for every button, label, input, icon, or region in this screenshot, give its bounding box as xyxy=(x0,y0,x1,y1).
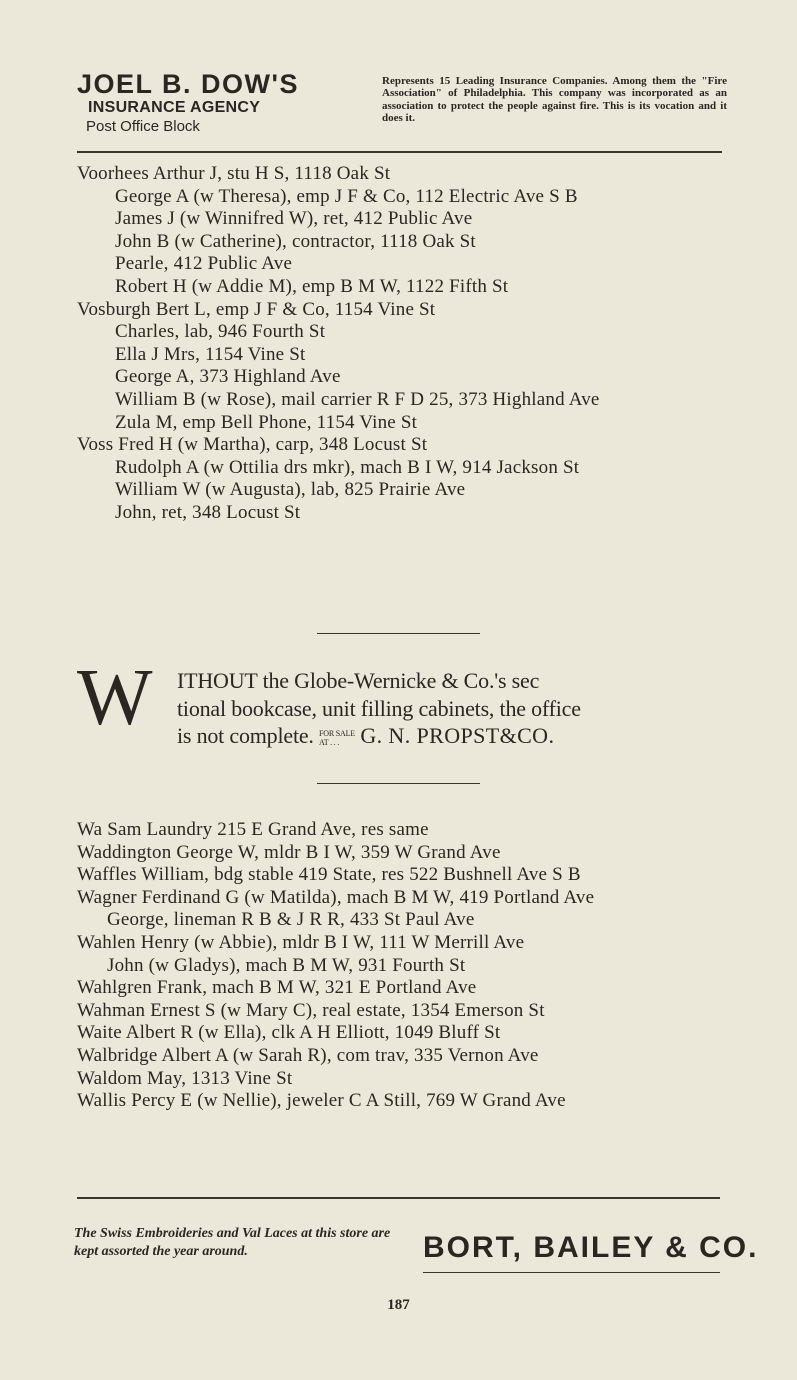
agency-subtitle: INSURANCE AGENCY xyxy=(88,99,261,116)
directory-entry: John, ret, 348 Locust St xyxy=(115,501,301,523)
store-name: BORT, BAILEY & CO. xyxy=(423,1231,759,1264)
embroideries-ad-text: The Swiss Embroideries and Val Laces at this store are kept assorted the year around. xyxy=(74,1226,391,1259)
directory-entry: John (w Gladys), mach B M W, 931 Fourth St xyxy=(107,954,466,976)
header-rule xyxy=(77,151,722,153)
for-sale-top: FOR SALE xyxy=(319,728,355,738)
directory-entry: William W (w Augusta), lab, 825 Prairie Ave xyxy=(115,479,466,501)
directory-entry: Wahlgren Frank, mach B M W, 321 E Portland Ave xyxy=(77,977,477,999)
ad-line-3 xyxy=(177,722,737,750)
header-ad-left xyxy=(77,70,377,136)
directory-entry: Zula M, emp Bell Phone, 1154 Vine St xyxy=(115,411,418,433)
store-name-underline xyxy=(423,1272,720,1273)
directory-listing-bottom xyxy=(77,819,737,1113)
header-advertisement xyxy=(77,69,727,150)
mid-ad-top-rule xyxy=(317,633,480,634)
agency-location: Post Office Block xyxy=(86,118,200,135)
directory-entry: Waite Albert R (w Ella), clk A H Elliott, 1049 Bluff St xyxy=(77,1022,501,1044)
directory-entry: Vosburgh Bert L, emp J F & Co, 1154 Vine St xyxy=(77,298,436,320)
directory-entry: Wahman Ernest S (w Mary C), real estate, 1354 Emerson St xyxy=(77,999,545,1021)
directory-entry: Wahlen Henry (w Abbie), mldr B I W, 111 W Merrill Ave xyxy=(77,931,525,953)
directory-entry: Voss Fred H (w Martha), carp, 348 Locust St xyxy=(77,434,428,456)
ad-line-1: ITHOUT the Globe-Wernicke & Co.'s sec xyxy=(177,668,540,693)
directory-entry: Voorhees Arthur J, stu H S, 1118 Oak St xyxy=(77,163,391,184)
ad-line-2: tional bookcase, unit filling cabinets, the office xyxy=(177,695,581,721)
drop-cap: W xyxy=(77,654,149,742)
for-sale-mark xyxy=(319,729,355,747)
directory-entry: Rudolph A (w Ottilia drs mkr), mach B I W, 914 Jackson St xyxy=(115,456,580,478)
directory-entry: John B (w Catherine), contractor, 1118 Oak St xyxy=(115,230,476,252)
footer-rule xyxy=(77,1197,720,1199)
directory-entry: Wagner Ferdinand G (w Matilda), mach B M W, 419 Portland Ave xyxy=(77,886,595,908)
directory-entry: Ella J Mrs, 1154 Vine St xyxy=(115,343,306,365)
directory-entry: Pearle, 412 Public Ave xyxy=(115,253,293,275)
directory-entry: George A, 373 Highland Ave xyxy=(115,366,341,388)
dealer-name: G. N. PROPST&CO. xyxy=(360,723,555,748)
directory-entry: Wallis Percy E (w Nellie), jeweler C A Still, 769 W Grand Ave xyxy=(77,1090,566,1112)
directory-entry: Walbridge Albert A (w Sarah R), com trav, 335 Vernon Ave xyxy=(77,1044,539,1066)
bookcase-ad-text xyxy=(177,667,737,750)
directory-entry: William B (w Rose), mail carrier R F D 25, 373 Highland Ave xyxy=(115,388,600,410)
ad-line-3-start: is not complete. xyxy=(177,723,314,748)
directory-entry: George A (w Theresa), emp J F & Co, 112 Electric Ave S B xyxy=(115,185,578,207)
agency-name: JOEL B. DOW'S xyxy=(77,69,299,99)
directory-entry: James J (w Winnifred W), ret, 412 Public Ave xyxy=(115,208,473,230)
directory-entry: Waddington George W, mldr B I W, 359 W Grand Ave xyxy=(77,841,501,863)
directory-entry: George, lineman R B & J R R, 433 St Paul Ave xyxy=(107,909,475,931)
directory-entry: Waldom May, 1313 Vine St xyxy=(77,1067,293,1089)
page-number: 187 xyxy=(387,1297,410,1313)
directory-entry: Charles, lab, 946 Fourth St xyxy=(115,321,326,343)
agency-description: Represents 15 Leading Insurance Companies. Among them the "Fire Association" of Philadelphia. This company was incorporated as an association to protect the people against fire. This is its vocation and it does it. xyxy=(382,75,727,125)
directory-entry: Waffles William, bdg stable 419 State, res 522 Bushnell Ave S B xyxy=(77,864,581,886)
directory-entry: Robert H (w Addie M), emp B M W, 1122 Fifth St xyxy=(115,275,509,297)
bookcase-advertisement xyxy=(77,654,727,754)
mid-ad-bottom-rule xyxy=(317,783,480,784)
for-sale-bottom: AT . . . xyxy=(319,737,340,747)
directory-entry: Wa Sam Laundry 215 E Grand Ave, res same xyxy=(77,819,429,840)
directory-listing-top xyxy=(77,163,737,525)
